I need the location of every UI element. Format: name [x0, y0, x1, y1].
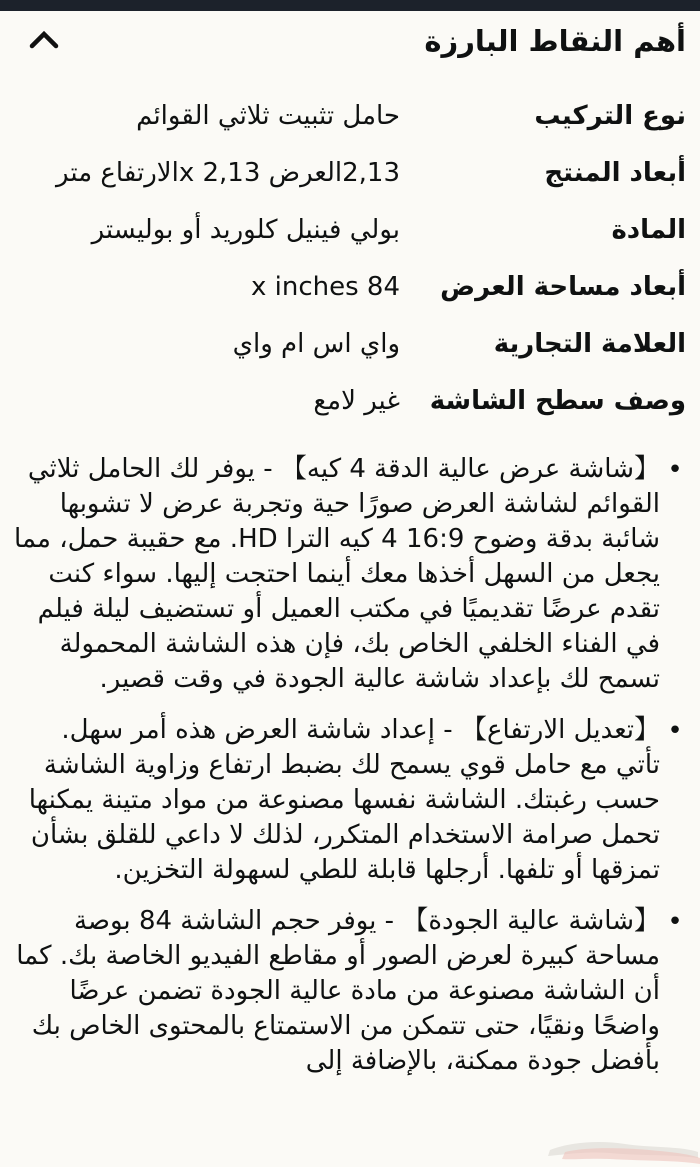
spec-value: 2,13العرض x 2,13الارتفاع متر [56, 157, 400, 188]
list-item [10, 904, 690, 1079]
bullet-text: 【شاشة عرض عالية الدقة 4 كيه】 - يوفر لك الحامل ثلاثي القوائم لشاشة العرض صورًا حية وتجربة عرض لا تشوبها شائبة بدقة وضوح 16:9 4 كيه الترا HD. مع حقيبة حمل، مما يجعل من السهل أخذها معك أينما احتجت إليها. سواء كنت تقدم عرضًا تقديميًا في مكتب العميل أو تستضيف ليلة فيلم في الفناء الخلفي الخاص بك، فإن هذه الشاشة المحمولة تسمح لك بإعداد شاشة عالية الجودة في وقت قصير. [14, 453, 660, 694]
highlights-section-header[interactable] [0, 11, 700, 61]
spec-label: أبعاد مساحة العرض [440, 271, 686, 302]
collapse-section-button[interactable] [26, 23, 62, 51]
spec-value: غير لامع [313, 385, 400, 416]
feature-bullet-list [0, 452, 700, 1079]
spec-row-brand [14, 327, 686, 361]
spec-row-material [14, 213, 686, 247]
spec-label: العلامة التجارية [493, 328, 686, 359]
spec-value: حامل تثبيت ثلاثي القوائم [136, 100, 400, 131]
bullet-icon: • [667, 454, 683, 485]
spec-table [0, 99, 700, 418]
spec-value: بولي فينيل كلوريد أو بوليستر [91, 214, 400, 245]
spec-label: المادة [611, 214, 686, 245]
spec-row-screen-surface [14, 384, 686, 418]
bullet-icon: • [667, 906, 683, 937]
spec-label: وصف سطح الشاشة [429, 385, 686, 416]
spec-row-viewing-area [14, 270, 686, 304]
spec-label: أبعاد المنتج [544, 157, 686, 188]
list-item [10, 713, 690, 888]
spec-row-product-dimensions [14, 156, 686, 190]
spec-label: نوع التركيب [534, 100, 686, 131]
bullet-text: 【تعديل الارتفاع】 - إعداد شاشة العرض هذه أمر سهل. تأتي مع حامل قوي يسمح لك بضبط ارتفاع وزاوية الشاشة حسب رغبتك. الشاشة نفسها مصنوعة من مواد متينة يمكنها تحمل صرامة الاستخدام المتكرر، لذلك لا داعي للقلق بشأن تمزقها أو تلفها. أرجلها قابلة للطي لسهولة التخزين. [28, 714, 660, 885]
haraj-watermark [540, 1122, 700, 1167]
spec-value: x inches 84 [250, 271, 400, 302]
spec-value: واي اس ام واي [232, 328, 400, 359]
chevron-up-icon [28, 29, 60, 51]
spec-row-mount-type [14, 99, 686, 133]
bullet-icon: • [667, 715, 683, 746]
page-title: أهم النقاط البارزة [424, 24, 686, 58]
bullet-text: 【شاشة عالية الجودة】 - يوفر حجم الشاشة 84 بوصة مساحة كبيرة لعرض الصور أو مقاطع الفيديو الخاصة بك. كما أن الشاشة مصنوعة من مادة عالية الجودة تضمن عرضًا واضحًا ونقيًا، حتى تتمكن من الاستمتاع بالمحتوى الخاص بك بأفضل جودة ممكنة، بالإضافة إلى [16, 905, 660, 1076]
status-bar [0, 0, 700, 11]
list-item [10, 452, 690, 697]
